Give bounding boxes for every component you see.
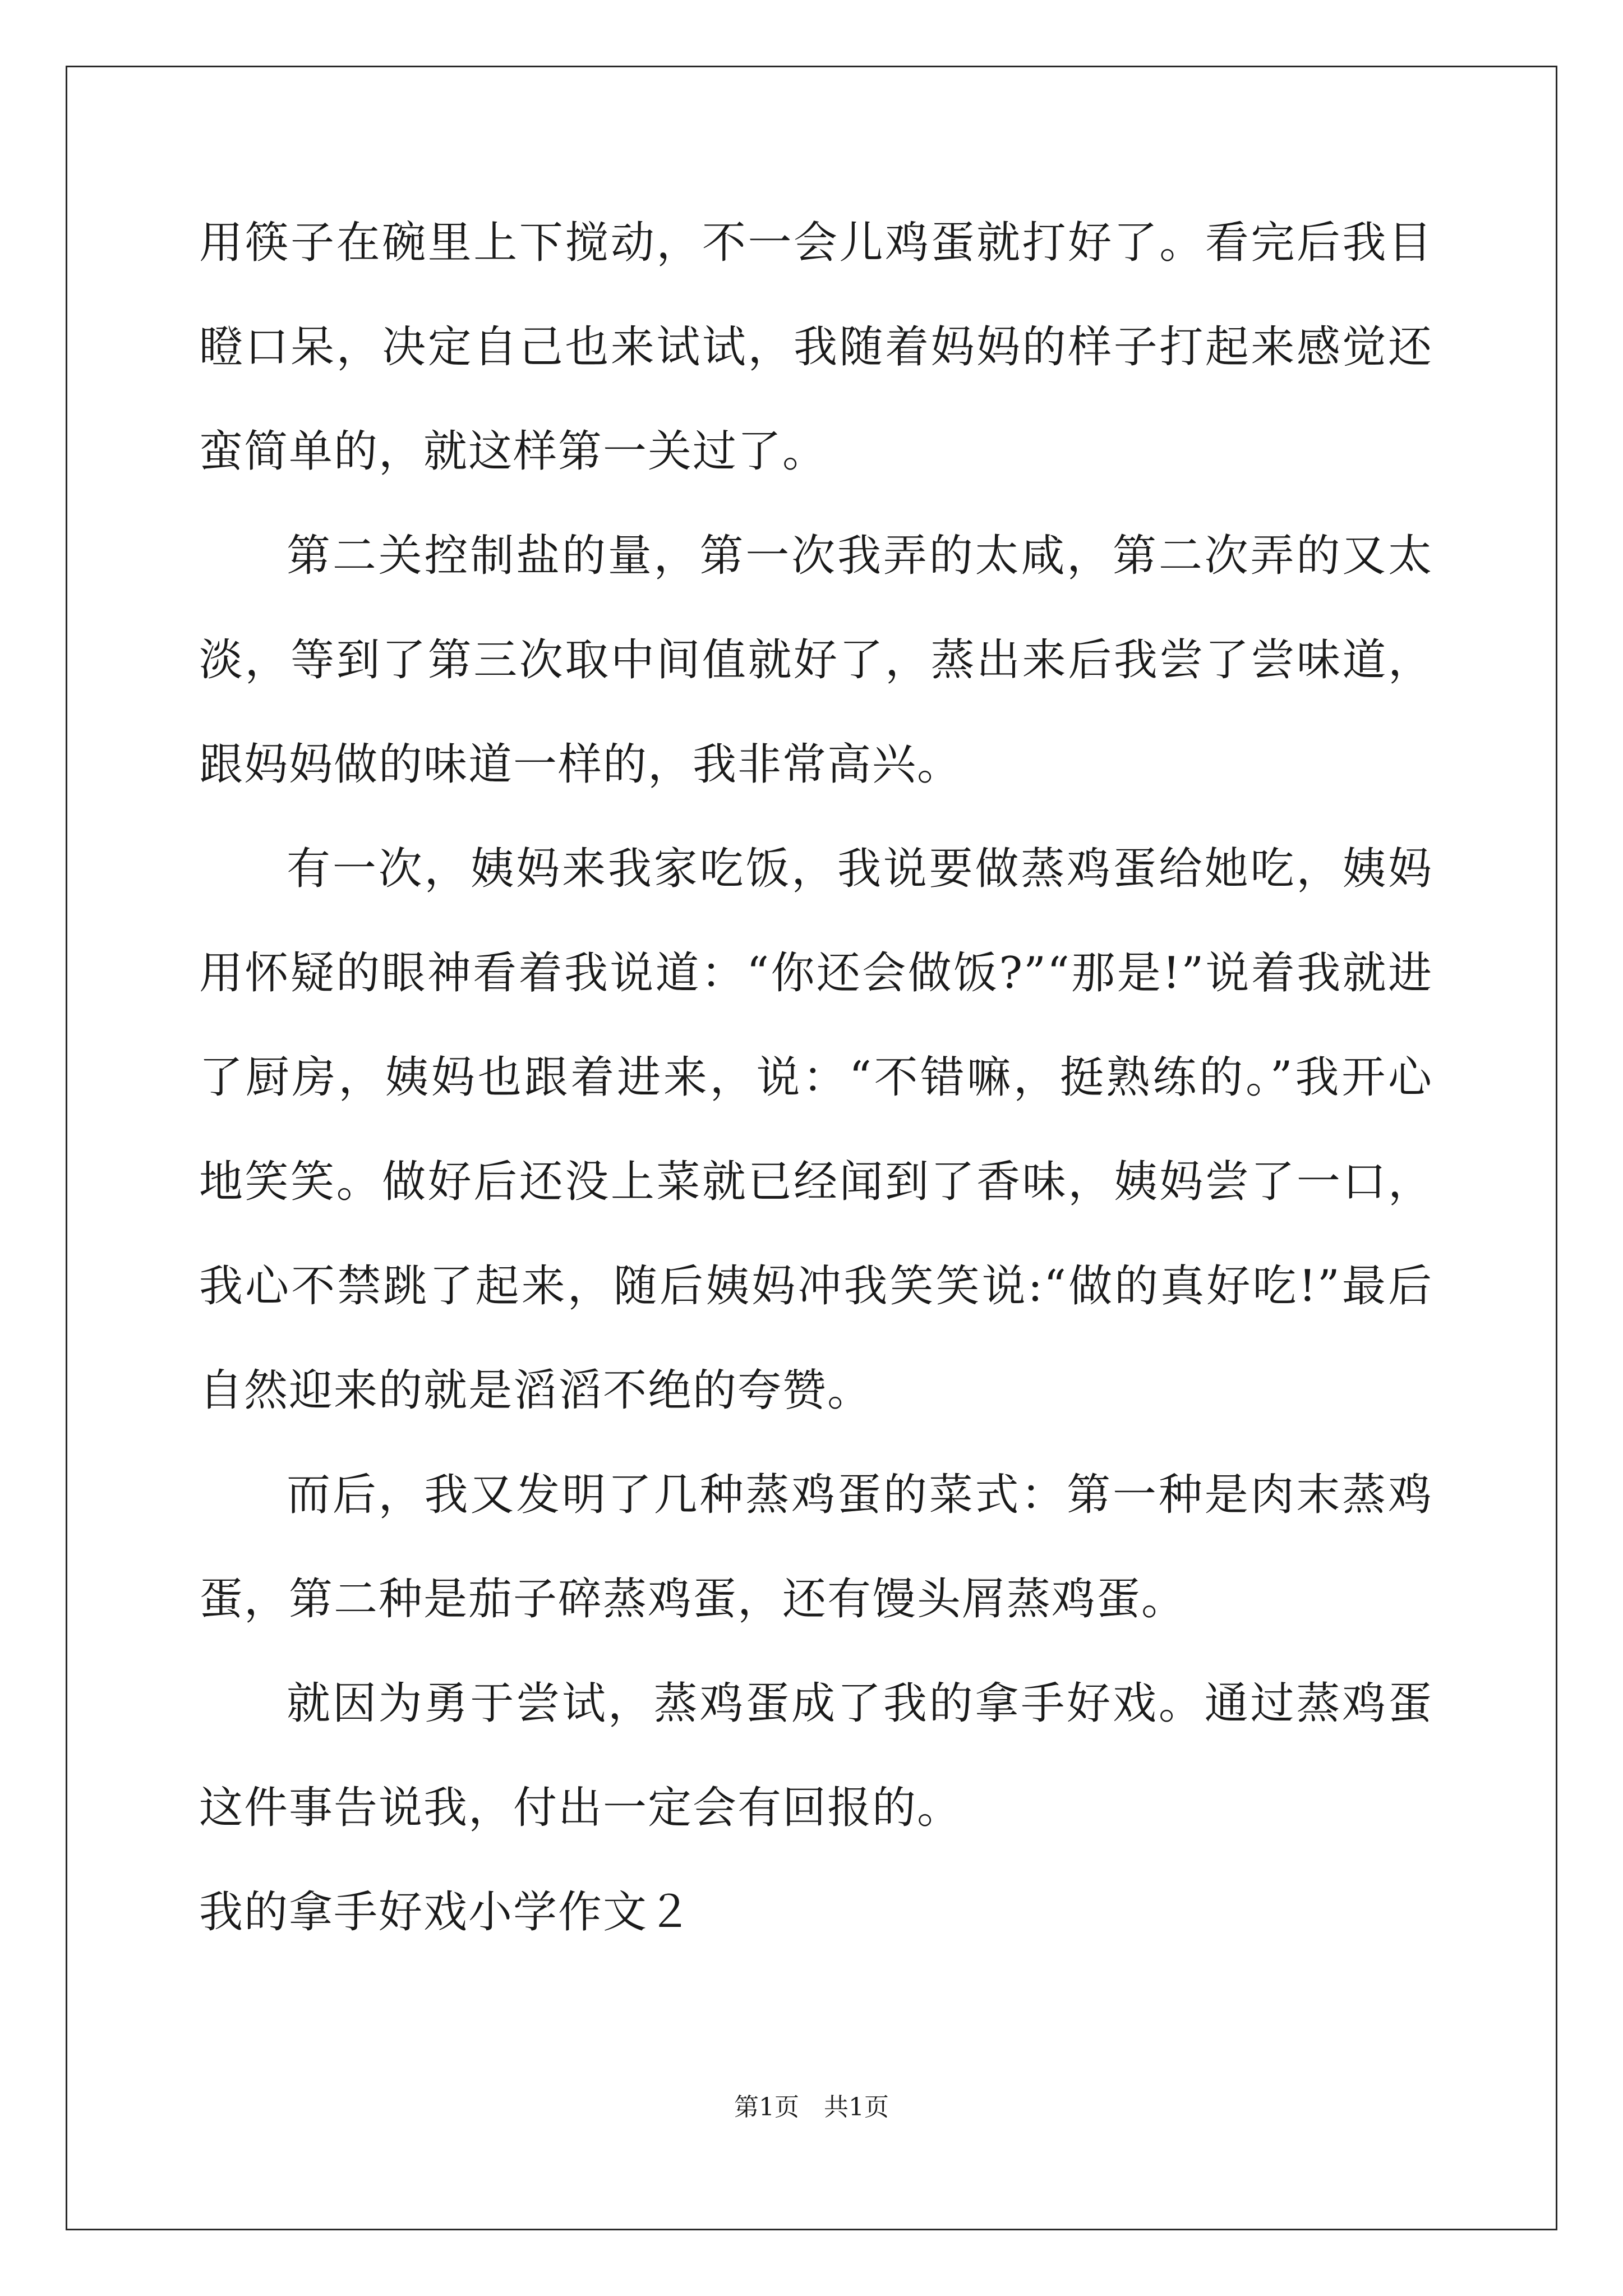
document-body — [199, 191, 1433, 1964]
paragraph-3: 有一次，姨妈来我家吃饭，我说要做蒸鸡蛋给她吃，姨妈用怀疑的眼神看着我说道：“你还会做饭?”“那是!”说着我就进了厨房，姨妈也跟着进来，说：“不错嘛，挺熟练的。”我开心地笑笑。做好后还没上菜就已经闻到了香味，姨妈尝了一口，我心不禁跳了起来，随后姨妈冲我笑笑说:“做的真好吃!”最后自然迎来的就是滔滔不绝的夸赞。 — [199, 844, 1433, 1416]
page-number: 第1页 — [734, 2093, 799, 2122]
page-footer — [0, 2087, 1623, 2123]
paragraph-1: 用筷子在碗里上下搅动，不一会儿鸡蛋就打好了。看完后我目瞪口呆，决定自己也来试试，我随着妈妈的样子打起来感觉还蛮简单的，就这样第一关过了。 — [199, 218, 1433, 477]
paragraph-2: 第二关控制盐的量，第一次我弄的太咸，第二次弄的又太淡，等到了第三次取中间值就好了，蒸出来后我尝了尝味道，跟妈妈做的味道一样的，我非常高兴。 — [199, 531, 1433, 790]
page-total: 共1页 — [824, 2093, 889, 2122]
paragraph-5: 就因为勇于尝试，蒸鸡蛋成了我的拿手好戏。通过蒸鸡蛋这件事告说我，付出一定会有回报的。 — [199, 1678, 1433, 1833]
paragraph-4: 而后，我又发明了几种蒸鸡蛋的菜式：第一种是肉末蒸鸡蛋，第二种是茄子碎蒸鸡蛋，还有馒头屑蒸鸡蛋。 — [199, 1470, 1433, 1625]
next-essay-title: 我的拿手好戏小学作文２ — [199, 1887, 693, 1938]
